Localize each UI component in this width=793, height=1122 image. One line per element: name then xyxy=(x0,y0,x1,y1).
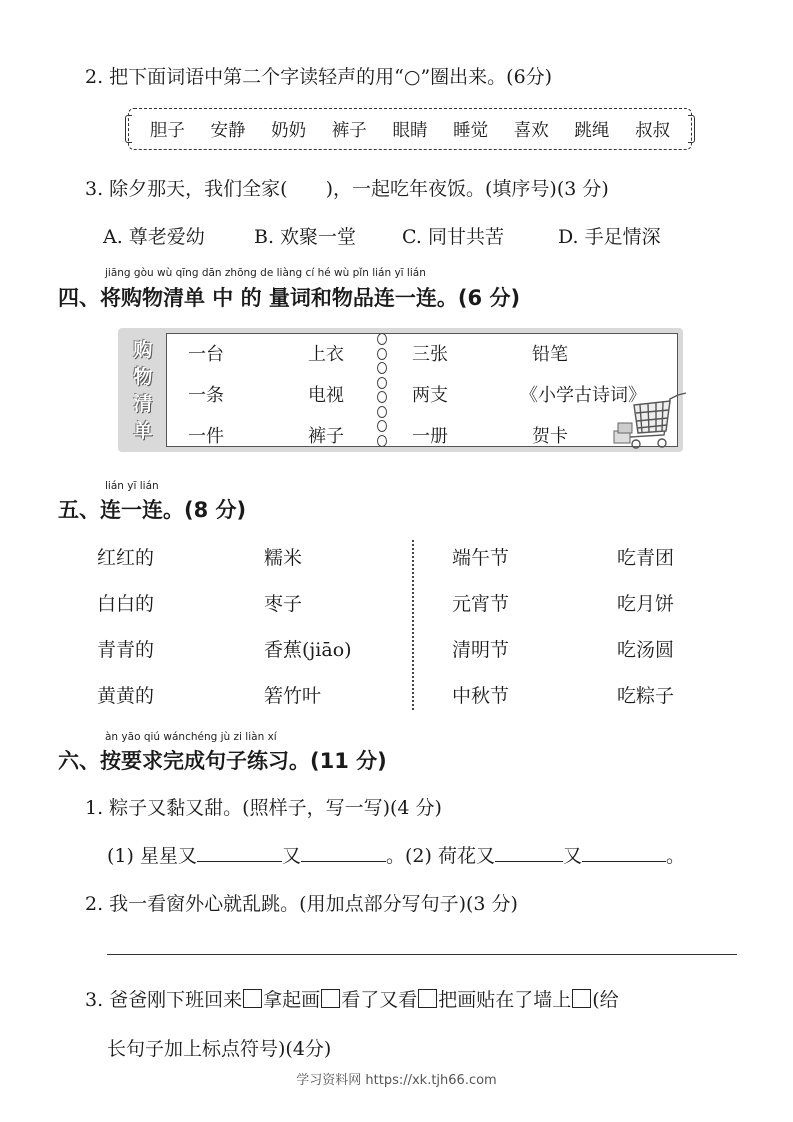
option-c: C. 同甘共苦 xyxy=(402,226,504,248)
option-b: B. 欢聚一堂 xyxy=(254,226,357,248)
item-word: 贺卡 xyxy=(532,426,568,447)
word-item: 裤子 xyxy=(331,120,367,141)
measure-word: 一册 xyxy=(412,426,448,447)
shopping-list-tag xyxy=(126,335,160,443)
answer-blank[interactable] xyxy=(582,844,666,862)
festival-item: 元宵节 xyxy=(452,593,510,615)
answer-blank[interactable] xyxy=(301,844,386,862)
measure-word: 一条 xyxy=(188,385,224,406)
punctuation-box[interactable] xyxy=(418,989,437,1008)
measure-word: 一件 xyxy=(188,426,224,447)
match-right-item: 枣子 xyxy=(264,593,303,615)
punctuation-box[interactable] xyxy=(321,989,340,1008)
word-item: 胆子 xyxy=(149,120,185,141)
option-d: D. 手足情深 xyxy=(558,226,661,248)
word-item: 奶奶 xyxy=(271,120,307,141)
tag-char: 单 xyxy=(133,420,153,442)
tag-char: 购 xyxy=(133,339,153,361)
shopping-cart-icon xyxy=(608,387,694,457)
question-6-1-text: 1. 粽子又黏又甜。(照样子，写一写)(4 分) xyxy=(85,797,442,819)
question-6-3-line2: 长句子加上标点符号)(4分) xyxy=(107,1038,332,1060)
prompt-text: (1) 星星又 xyxy=(107,845,197,867)
footer-watermark: 学习资料网 https://xk.tjh66.com xyxy=(296,1073,497,1088)
answer-blank[interactable] xyxy=(495,844,563,862)
measure-word: 三张 xyxy=(412,344,448,365)
food-item: 吃汤圆 xyxy=(617,639,675,661)
section-6-heading: 六、按要求完成句子练习。(11 分) xyxy=(58,749,387,773)
word-box xyxy=(128,108,692,150)
item-word: 《小学古诗词》 xyxy=(520,385,646,406)
question-2-text: 2. 把下面词语中第二个字读轻声的用“○”圈出来。(6分) xyxy=(85,66,553,88)
word-item: 安静 xyxy=(210,120,246,141)
item-word: 铅笔 xyxy=(532,344,568,365)
prompt-text: 又 xyxy=(562,845,582,867)
item-word: 裤子 xyxy=(308,426,344,447)
item-word: 上衣 xyxy=(308,344,344,365)
answer-blank[interactable] xyxy=(197,844,282,862)
prompt-text: (2) 荷花又 xyxy=(405,845,495,867)
question-3-text: 3. 除夕那天，我们全家( )，一起吃年夜饭。(填序号)(3 分) xyxy=(85,178,609,200)
festival-item: 清明节 xyxy=(452,639,510,661)
match-left-item: 黄黄的 xyxy=(97,685,155,707)
word-item: 睡觉 xyxy=(453,120,489,141)
punctuation-box[interactable] xyxy=(243,989,262,1008)
measure-word: 两支 xyxy=(412,385,448,406)
shopping-list xyxy=(118,325,694,458)
punctuation-box[interactable] xyxy=(572,989,591,1008)
match-left-item: 白白的 xyxy=(97,593,155,615)
word-item: 眼睛 xyxy=(392,120,428,141)
food-item: 吃月饼 xyxy=(617,593,675,615)
question-6-3-text: 3. 爸爸刚下班回来 拿起画 看了又看 把画贴在了墙上 (给 xyxy=(85,989,619,1011)
section-4-pinyin: jiāng gòu wù qīng dān zhōng de liàng cí hé wù pǐn lián yī lián xyxy=(105,267,426,279)
tag-char: 清 xyxy=(133,393,153,415)
match-left-item: 红红的 xyxy=(97,547,155,569)
food-item: 吃粽子 xyxy=(617,685,675,707)
prompt-text: 。 xyxy=(385,845,405,867)
word-item: 喜欢 xyxy=(513,120,549,141)
option-a: A. 尊老爱幼 xyxy=(103,226,205,248)
question-6-1-answer-row xyxy=(107,841,685,868)
match-right-item: 箬竹叶 xyxy=(264,685,322,707)
section-5-heading: 五、连一连。(8 分) xyxy=(58,498,247,522)
prompt-text: 又 xyxy=(281,845,301,867)
match-right-item: 香蕉(jiāo) xyxy=(264,639,352,661)
column-divider xyxy=(412,540,414,710)
match-left-item: 青青的 xyxy=(97,639,155,661)
answer-line[interactable] xyxy=(107,954,737,955)
section-6-pinyin: àn yāo qiú wánchéng jù zi liàn xí xyxy=(105,731,277,743)
question-6-2-text: 2. 我一看窗外心就乱跳。(用加点部分写句子)(3 分) xyxy=(85,893,518,915)
measure-word: 一台 xyxy=(188,344,224,365)
section-5-pinyin: lián yī lián xyxy=(105,480,159,492)
match-right-item: 糯米 xyxy=(264,547,303,569)
festival-item: 中秋节 xyxy=(452,685,510,707)
festival-item: 端午节 xyxy=(452,547,510,569)
section-4-heading: 四、将购物清单 中 的 量词和物品连一连。(6 分) xyxy=(58,286,521,310)
binder-rings xyxy=(375,333,389,447)
food-item: 吃青团 xyxy=(617,547,675,569)
word-item: 叔叔 xyxy=(635,120,671,141)
tag-char: 物 xyxy=(133,366,153,388)
prompt-text: 。 xyxy=(665,845,685,867)
item-word: 电视 xyxy=(308,385,344,406)
word-item: 跳绳 xyxy=(574,120,610,141)
